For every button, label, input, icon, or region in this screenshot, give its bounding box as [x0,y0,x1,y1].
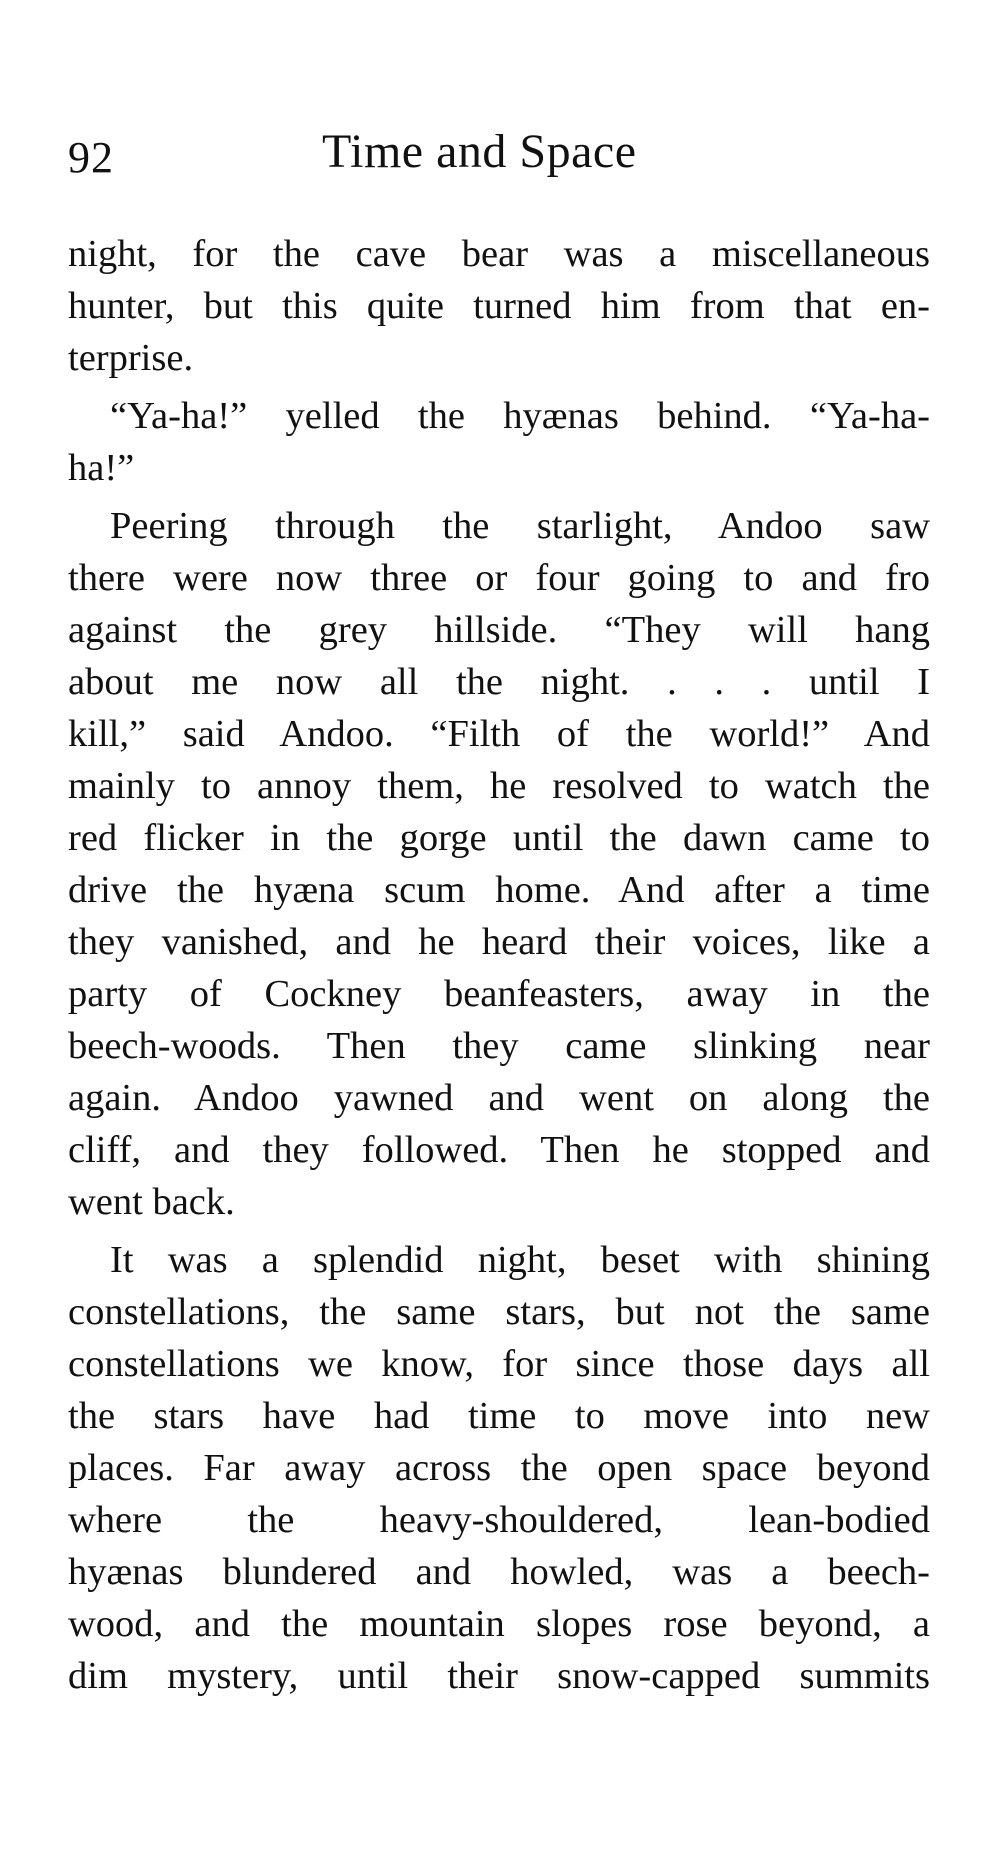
text-line: mainly to annoy them, he resolved to watch the [68,765,930,807]
text-line: went back. [68,1181,235,1223]
text-line: constellations, the same stars, but not the same [68,1291,930,1333]
text-line: hyænas blundered and howled, was a beech- [68,1551,930,1593]
text-line: against the grey hillside. “They will hang [68,609,930,651]
running-title: Time and Space [322,125,637,178]
text-line: hunter, but this quite turned him from that en- [68,285,930,327]
text-line: terprise. [68,337,194,379]
running-head [68,124,928,184]
text-line: dim mystery, until their snow-capped summits [68,1655,930,1697]
text-line: wood, and the mountain slopes rose beyond, a [68,1603,930,1645]
text-line: Peering through the starlight, Andoo saw [110,505,930,547]
text-line: party of Cockney beanfeasters, away in the [68,973,930,1015]
text-line: It was a splendid night, beset with shining [110,1239,930,1281]
text-line: night, for the cave bear was a miscellaneous [68,233,930,275]
text-line: the stars have had time to move into new [68,1395,930,1437]
text-line: about me now all the night. . . . until I [68,661,930,703]
text-line: there were now three or four going to and fro [68,557,930,599]
text-line: cliff, and they followed. Then he stopped and [68,1129,930,1171]
text-line: drive the hyæna scum home. And after a time [68,869,930,911]
page-number: 92 [68,133,114,182]
text-line: places. Far away across the open space beyond [68,1447,930,1489]
text-line: beech-woods. Then they came slinking near [68,1025,930,1067]
body-text [68,228,930,1702]
text-line: again. Andoo yawned and went on along the [68,1077,930,1119]
text-line: where the heavy-shouldered, lean-bodied [68,1499,930,1541]
text-line: “Ya-ha!” yelled the hyænas behind. “Ya-ha- [110,395,930,437]
text-line: red flicker in the gorge until the dawn came to [68,817,930,859]
text-line: kill,” said Andoo. “Filth of the world!” And [68,713,930,755]
text-line: constellations we know, for since those days all [68,1343,930,1385]
text-line: ha!” [68,447,135,489]
text-line: they vanished, and he heard their voices, like a [68,921,930,963]
